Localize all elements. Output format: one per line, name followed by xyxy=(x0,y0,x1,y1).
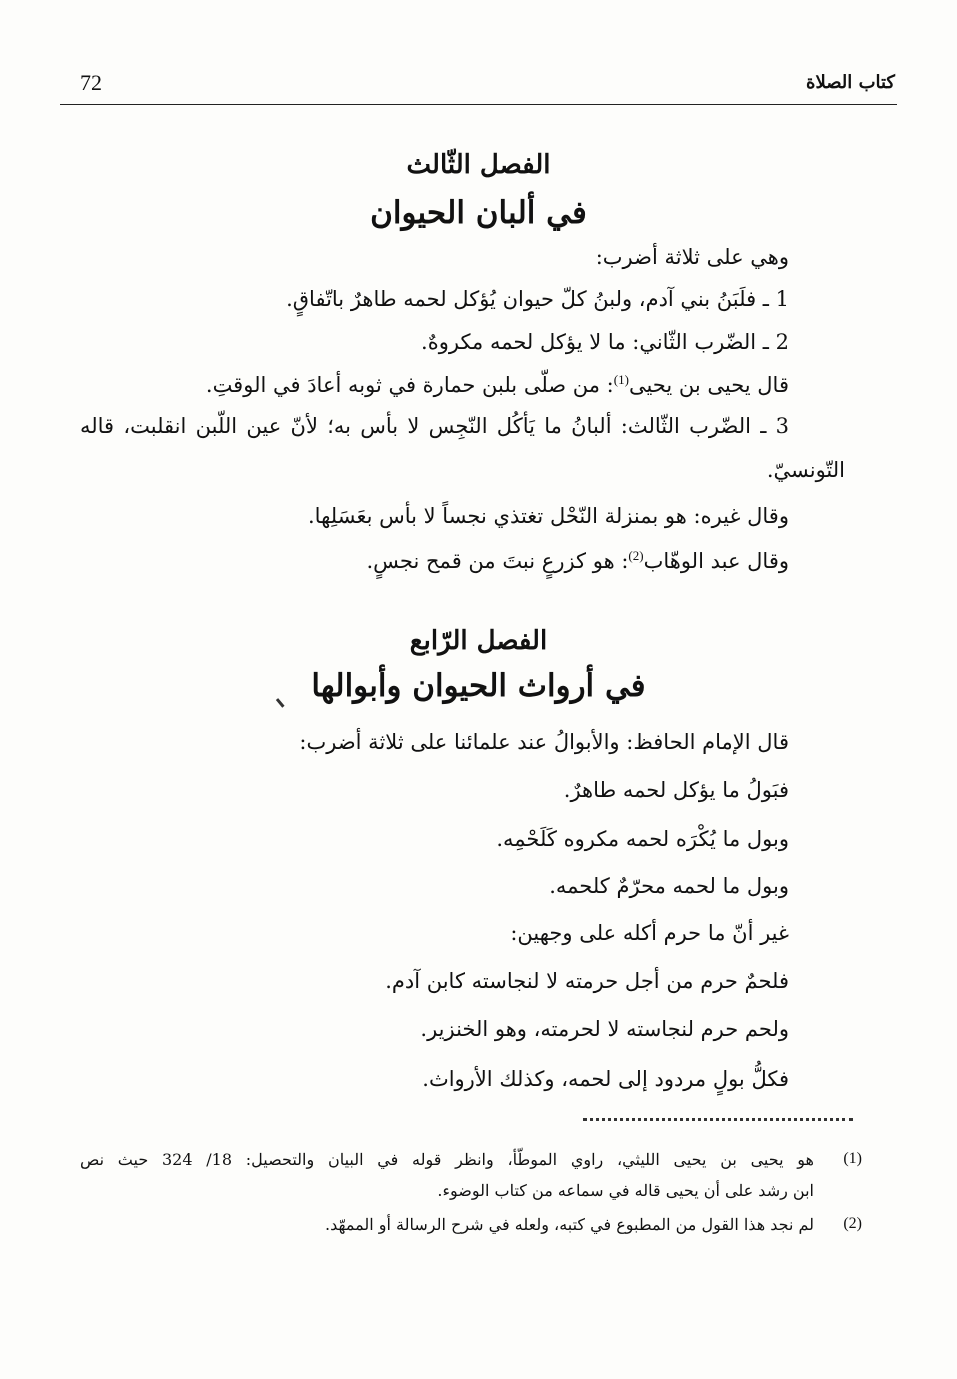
header-rule xyxy=(60,104,897,105)
paragraph-line: وقال غيره: هو بمنزلة النّحْل تغتذي نجساً لا بأس بعَسَلِها. xyxy=(308,504,789,528)
footnote-ref-2[interactable]: (2) xyxy=(628,548,644,563)
footnote-number: (2) xyxy=(843,1215,862,1232)
book-title: كتاب الصلاة xyxy=(806,72,895,93)
paragraph-line: 3 ـ الضّرب الثّالث: ألبانُ ما يَأكُل النّجِس لا بأس به؛ لأنّ عين اللّبن انقلبت، قاله xyxy=(80,414,789,438)
paragraph-line: قال الإمام الحافظ: والأبوالُ عند علمائنا على ثلاثة أضرب: xyxy=(299,730,789,754)
footnote-number: (1) xyxy=(843,1150,862,1167)
footnote-text: لم نجد هذا القول من المطبوع في كتبه، ولعله في شرح الرسالة أو الممهّد. xyxy=(325,1215,814,1234)
paragraph-line: فكلُّ بولٍ مردود إلى لحمه، وكذلك الأرواث. xyxy=(422,1067,789,1091)
paragraph-line: فلحمٌ حرم من أجل حرمته لا لنجاسته كابن آدم. xyxy=(385,969,789,993)
paragraph-line: فبَولُ ما يؤكل لحمه طاهرٌ. xyxy=(563,778,789,802)
footnote-text: هو يحيى بن يحيى الليثي، راوي الموطّأ، وانظر قوله في البيان والتحصيل: 18/ 324 حيث نص xyxy=(80,1150,814,1169)
footnote-1-continued xyxy=(80,1181,862,1205)
paragraph-line: وبول ما لحمه محرّمٌ كلحمه. xyxy=(549,874,789,898)
footnote-separator xyxy=(583,1118,853,1125)
paragraph-line: غير أنّ ما حرم أكله على وجهين: xyxy=(510,921,789,945)
paragraph-line xyxy=(366,548,789,573)
footnote-ref-1[interactable]: (1) xyxy=(613,372,629,387)
paragraph-line: ولحم حرم لنجاسته لا لحرمته، وهو الخنزير. xyxy=(420,1017,789,1041)
section-3-subtitle: في ألبان الحيوان xyxy=(370,195,587,231)
paragraph-line: 1 ـ فلَبَنُ بني آدم، ولبنُ كلّ حيوان يُؤكل لحمه طاهرٌ باتّفاقٍ. xyxy=(286,287,789,311)
page-number: 72 xyxy=(80,70,102,95)
paragraph-line: وبول ما يُكْرَه لحمه مكروه كَلَحْمِه. xyxy=(496,827,789,851)
paragraph-line xyxy=(206,372,789,397)
footnote-text: ابن رشد على أن يحيى قاله في سماعه من كتاب الوضوء. xyxy=(437,1181,814,1200)
footnote-1 xyxy=(80,1150,862,1174)
yahya-text: قال يحيى بن يحيى xyxy=(628,373,789,397)
running-head xyxy=(80,70,895,106)
section-3-title: الفصل الثّالث xyxy=(406,150,551,180)
section-4-subtitle: في أرواث الحيوان وأبوالها xyxy=(311,668,646,704)
wahhab-text-rest: : هو كزرعٍ نبتَ من قمح نجسٍ. xyxy=(366,549,629,573)
yahya-text-rest: : من صلّى بلبن حمارة في ثوبه أعادَ في الوقتِ. xyxy=(205,373,614,397)
wahhab-text: وقال عبد الوهّاب xyxy=(643,549,789,573)
paragraph-line: وهي على ثلاثة أضرب: xyxy=(595,245,789,269)
section-4-title: الفصل الرّابع xyxy=(409,626,548,656)
paragraph-line: 2 ـ الضّرب الثّاني: ما لا يؤكل لحمه مكروهٌ. xyxy=(421,330,789,354)
footnote-2 xyxy=(80,1215,862,1239)
paragraph-line: التّونسيّ. xyxy=(766,458,845,482)
